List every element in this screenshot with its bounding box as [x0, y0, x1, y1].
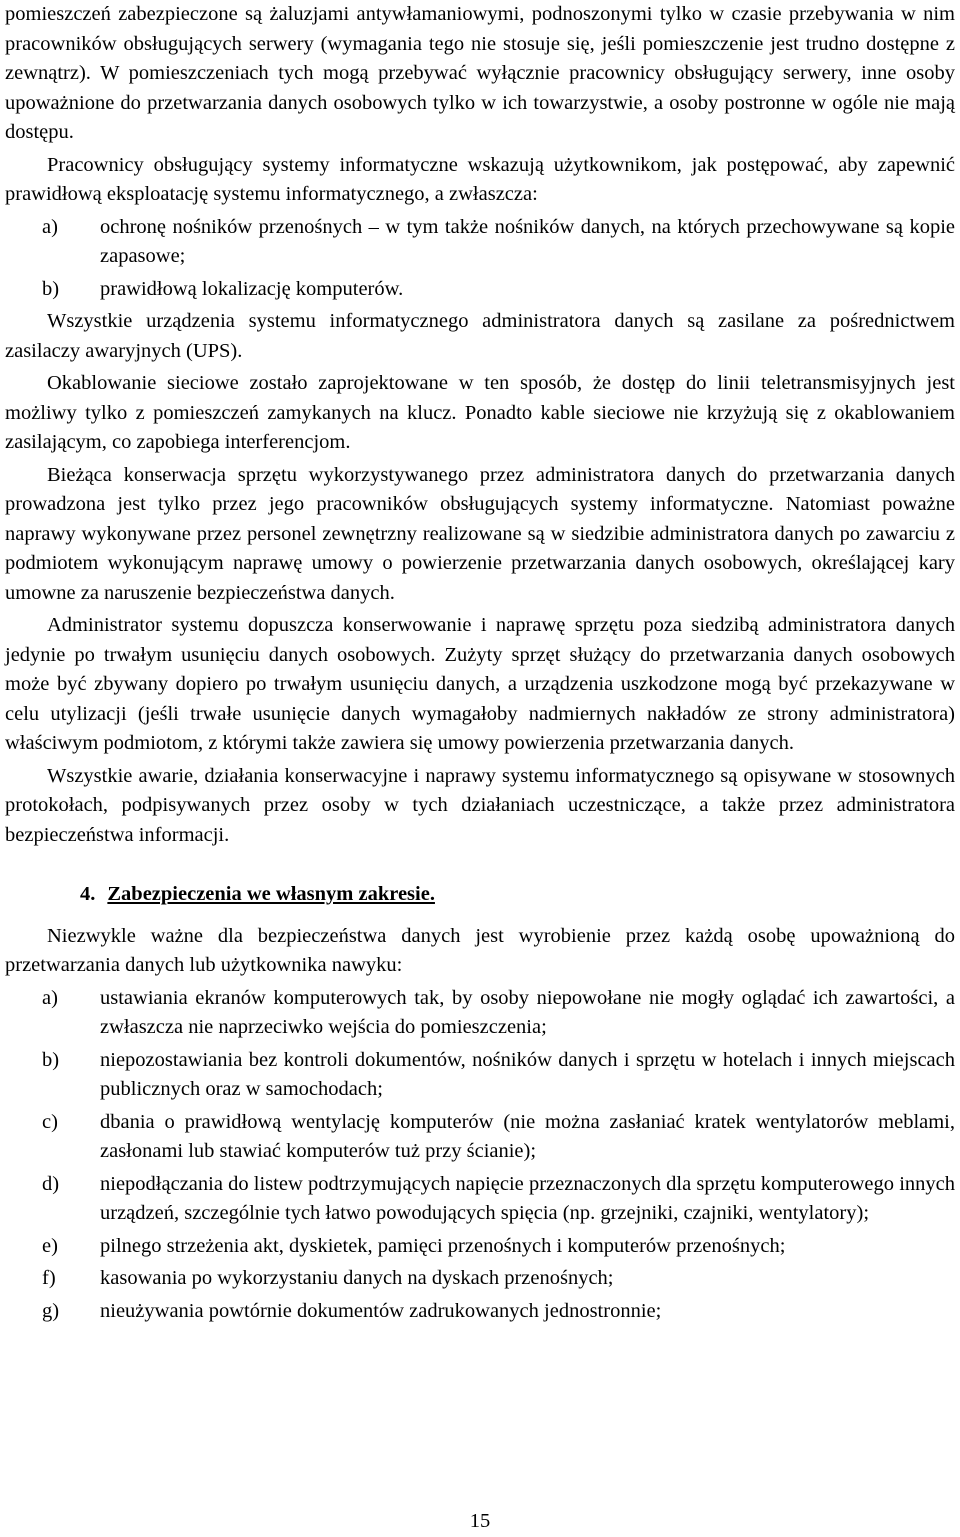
list-item-text: niepodłączania do listew podtrzymujących napięcie przeznaczonych dla sprzętu komputerowego innych urządzeń, szczególnie tych łatwo powodujących spięcia (np. grzejniki, czajniki, wentylatory); — [100, 1172, 955, 1224]
paragraph-maintenance: Bieżąca konserwacja sprzętu wykorzystywanego przez administratora danych do przetwarzania danych prowadzona jest tylko przez jego pracowników obsługujących systemy informatyczne. Natomiast poważne naprawy wykonywane przez personel zewnętrzny realizowane są w siedzibie administratora danych po zawarciu z podmiotem wykonującym naprawę umowy o powierzenie przetwarzania danych osobowych, określającej kary umowne za naruszenie bezpieczeństwa danych. — [5, 463, 955, 604]
list-item — [5, 984, 955, 1043]
section-heading — [5, 880, 955, 910]
list-item-text: ochronę nośników przenośnych – w tym także nośników danych, na których przechowywane są kopie zapasowe; — [100, 215, 955, 267]
paragraph-ups: Wszystkie urządzenia systemu informatycznego administratora danych są zasilane za pośrednictwem zasilaczy awaryjnych (UPS). — [5, 310, 955, 362]
list-item-text: pilnego strzeżenia akt, dyskietek, pamięci przenośnych i komputerów przenośnych; — [100, 1234, 786, 1257]
document-page — [5, 0, 955, 1329]
list-item-text: ustawiania ekranów komputerowych tak, by osoby niepowołane nie mogły oglądać ich zawartości, a zwłaszcza nie naprzeciwko wejścia do pomieszczenia; — [100, 986, 955, 1038]
list-item-label: a) — [42, 986, 58, 1009]
list-item — [5, 275, 955, 305]
list-item-text: dbania o prawidłową wentylację komputerów (nie można zasłaniać kratek wentylatorów meblami, zasłonami lub stawiać komputerów tuż przy ścianie); — [100, 1110, 955, 1162]
list-item-label: g) — [42, 1299, 60, 1322]
list-item — [5, 1170, 955, 1229]
list-item-label: f) — [42, 1267, 56, 1289]
list-habits — [5, 984, 955, 1327]
list-item-label: d) — [42, 1172, 60, 1195]
list-item-label: a) — [42, 215, 58, 238]
list-item — [5, 1108, 955, 1167]
paragraph-failures: Wszystkie awarie, działania konserwacyjne i naprawy systemu informatycznego są opisywane w stosownych protokołach, podpisywanych przez osoby w tych działaniach uczestniczące, a także przez administratora bezpieczeństwa informacji. — [5, 764, 955, 846]
list-item — [5, 1046, 955, 1105]
list-item-label: b) — [42, 1048, 60, 1071]
list-item — [5, 1297, 955, 1327]
list-item-label: c) — [42, 1110, 58, 1133]
list-item — [5, 1264, 955, 1294]
page-number: 15 — [469, 1510, 491, 1532]
list-item-label: e) — [42, 1234, 58, 1257]
list-item — [5, 213, 955, 272]
paragraph-cabling: Okablowanie sieciowe zostało zaprojektowane w ten sposób, że dostęp do linii teletransmisyjnych jest możliwy tylko z pomieszczeń zamykanych na klucz. Ponadto kable sieciowe nie krzyżują się z okablowaniem zasilającym, co zapobiega interferencjom. — [5, 372, 955, 453]
section-number: 4. — [80, 883, 96, 905]
section-title: Zabezpieczenia we własnym zakresie. — [107, 883, 435, 905]
list-maintenance — [5, 213, 955, 305]
paragraph-top-1: pomieszczeń zabezpieczone są żaluzjami antywłamaniowymi, podnoszonymi tylko w czasie przebywania w nim pracowników obsługujących serwery (wymagania tego nie stosuje się, jeśli pomieszczenie jest trudno dostępne z zewnątrz). W pomieszczeniach tych mogą przebywać wyłącznie pracownicy obsługujący serwery, inne osoby upoważnione do przetwarzania danych osobowych tylko w ich towarzystwie, a osoby postronne w ogóle nie mają dostępu. — [5, 3, 955, 143]
paragraph-intro: Niezwykle ważne dla bezpieczeństwa danych jest wyrobienie przez każdą osobę upoważnioną do przetwarzania danych lub użytkownika nawyku: — [5, 924, 955, 976]
list-item-label: b) — [42, 277, 60, 300]
paragraph-repair: Administrator systemu dopuszcza konserwowanie i naprawę sprzętu poza siedzibą administratora danych jedynie po trwałym usunięciu danych osobowych. Zużyty sprzęt służący do przetwarzania danych osobowych może być zbywany dopiero po trwałym usunięciu danych, a urządzenia uszkodzone mogą być przekazywane w celu utylizacji (jeśli trwałe usunięcie danych wymagałoby nadmiernych nakładów ze strony administratora) właściwym podmiotom, z którymi także zawiera się umowy powierzenia przetwarzania danych. — [5, 614, 955, 754]
list-item-text: kasowania po wykorzystaniu danych na dyskach przenośnych; — [100, 1267, 614, 1289]
list-item-text: nieużywania powtórnie dokumentów zadrukowanych jednostronnie; — [100, 1299, 662, 1322]
list-item-text: prawidłową lokalizację komputerów. — [100, 277, 404, 300]
paragraph-top-2: Pracownicy obsługujący systemy informatyczne wskazują użytkownikom, jak postępować, aby zapewnić prawidłową eksploatację systemu informatycznego, a zwłaszcza: — [5, 153, 955, 205]
list-item-text: niepozostawiania bez kontroli dokumentów, nośników danych i sprzętu w hotelach i innych miejscach publicznych oraz w samochodach; — [100, 1048, 955, 1100]
list-item — [5, 1232, 955, 1262]
